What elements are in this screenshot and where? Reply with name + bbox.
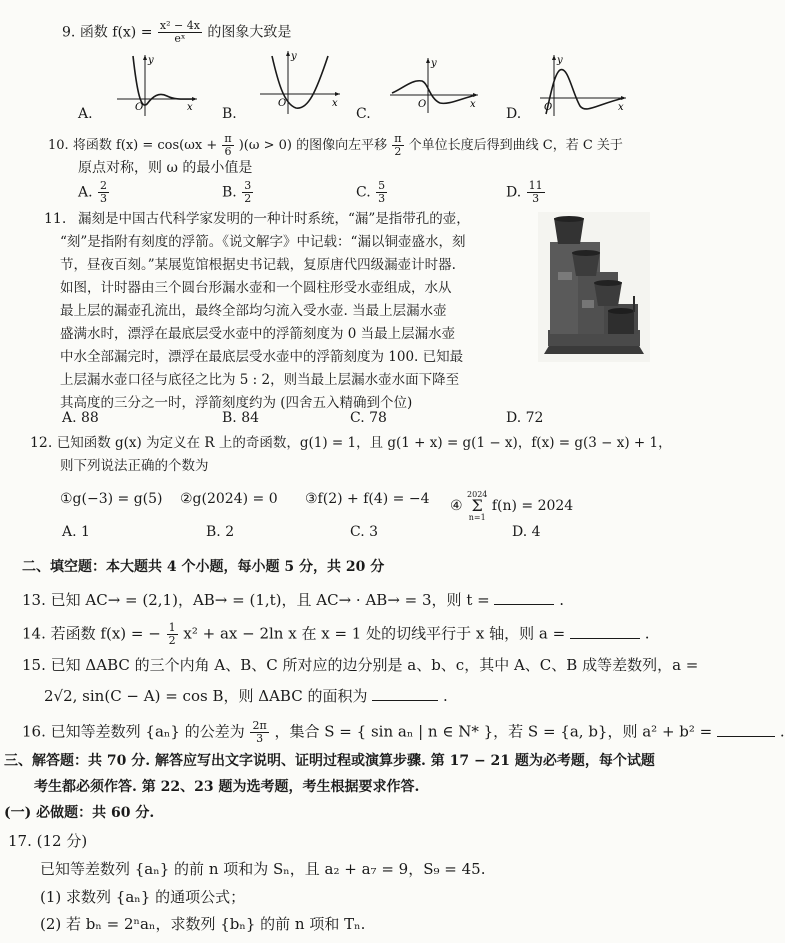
q12-option-d: D. 4 bbox=[512, 524, 541, 540]
q16-answer-blank[interactable] bbox=[717, 722, 775, 737]
q10-frac-pi6 bbox=[222, 133, 233, 158]
q10-line1 bbox=[48, 133, 623, 158]
q10-option-c bbox=[356, 180, 388, 205]
q11-option-c: C. 78 bbox=[350, 410, 387, 426]
q9-option-b: B. bbox=[222, 106, 237, 122]
q9c-x-label: x bbox=[470, 99, 476, 110]
q11-line-9: 其高度的三分之一时，浮箭刻度约为 (四舍五入精确到个位) bbox=[60, 395, 413, 411]
q14-post: x² + ax − 2ln x 在 x = 1 处的切线平行于 x 轴，则 a = bbox=[183, 624, 566, 643]
q10-line1-b: )(ω > 0) 的图像向左平移 bbox=[238, 138, 388, 153]
q11-line-3: 节，昼夜百刻。”某展览馆根据史书记载，复原唐代四级漏壶计时器. bbox=[60, 257, 456, 273]
q16-frac-num: 2π bbox=[252, 719, 267, 732]
q12-sum-sign: Σ bbox=[471, 496, 483, 515]
q10-option-b bbox=[222, 180, 254, 205]
q9b-y-label: y bbox=[291, 51, 297, 62]
q15-line2-text: 2√2, sin(C − A) = cos B，则 ΔABC 的面积为 bbox=[44, 687, 368, 705]
q10-pi6-num: π bbox=[224, 132, 232, 145]
q14-answer-blank[interactable] bbox=[570, 624, 640, 639]
q9d-y-label: y bbox=[557, 55, 563, 66]
section3-heading-line2: 考生都必须作答. 第 22、23 题为选考题，考生根据要求作答. bbox=[34, 779, 420, 795]
q11-option-a: A. 88 bbox=[62, 410, 99, 426]
q10-b-den: 2 bbox=[244, 192, 252, 205]
q9-stem-post: 的图象大致是 bbox=[207, 24, 292, 41]
q9-frac-num: x² − 4x bbox=[159, 19, 200, 32]
clepsydra-photo bbox=[538, 212, 650, 362]
q10-a-den: 3 bbox=[100, 192, 108, 205]
q9-option-c: C. bbox=[356, 106, 371, 122]
q9-frac-den: eˣ bbox=[174, 32, 186, 45]
q14-pre: 若函数 f(x) = − bbox=[50, 624, 161, 643]
q13-number: 13. bbox=[22, 591, 46, 609]
q10-option-a bbox=[78, 180, 110, 205]
section3-heading-line1: 三、解答题：共 70 分. 解答应写出文字说明、证明过程或演算步骤. 第 17 − 21 题为必考题，每个试题 bbox=[4, 753, 655, 769]
q10-pi2-den: 2 bbox=[394, 145, 402, 158]
q12-statement-1: ①g(−3) = g(5) bbox=[60, 491, 163, 507]
required-subheading: (一) 必做题：共 60 分. bbox=[4, 805, 155, 821]
q11-line-4: 如图，计时器由三个圆台形漏水壶和一个圆柱形受水壶组成，水从 bbox=[60, 280, 452, 296]
q10-d-den: 3 bbox=[532, 192, 540, 205]
q10-b-label: B. bbox=[222, 184, 237, 201]
q11-line-2: “刻”是指附有刻度的浮箭。《说文解字》中记载：“漏以铜壶盛水，刻 bbox=[60, 234, 466, 250]
q9-graph-d bbox=[538, 52, 628, 118]
q10-a-label: A. bbox=[78, 184, 93, 201]
q12-sum-top: 2024 bbox=[467, 490, 488, 499]
q14-frac-den: 2 bbox=[168, 634, 176, 647]
q10-b-num: 3 bbox=[244, 179, 252, 192]
q13-text: 已知 AC→ = (2,1)，AB→ = (1,t)，且 AC→ · AB→ = 3，则 t = bbox=[50, 591, 490, 609]
q11-line-8: 上层漏水壶口径与底径之比为 5 : 2，则当最上层漏水壶水面下降至 bbox=[60, 372, 460, 388]
q15-line1 bbox=[22, 656, 698, 674]
q10-c-den: 3 bbox=[378, 192, 386, 205]
q9a-origin: O bbox=[135, 102, 144, 113]
q13-end: . bbox=[559, 591, 565, 609]
q10-c-frac bbox=[376, 180, 387, 205]
q10-line2: 原点对称，则 ω 的最小值是 bbox=[78, 160, 253, 176]
q9d-x-label: x bbox=[618, 102, 624, 113]
q12-sum-bottom: n=1 bbox=[468, 513, 486, 522]
q16-number: 16. bbox=[22, 722, 46, 741]
q16-frac bbox=[250, 720, 268, 745]
q11-line-1: 漏刻是中国古代科学家发明的一种计时系统，“漏”是指带孔的壶， bbox=[78, 211, 470, 227]
q9c-y-label: y bbox=[431, 58, 437, 69]
q9-stem-pre: 函数 f(x) = bbox=[79, 24, 153, 41]
q9-stem bbox=[62, 20, 291, 45]
q10-number: 10. bbox=[48, 138, 69, 153]
q9-option-d: D. bbox=[506, 106, 522, 122]
q9-graph-a bbox=[115, 52, 200, 118]
q10-option-d bbox=[506, 180, 546, 205]
q11-option-d: D. 72 bbox=[506, 410, 544, 426]
q12-option-a: A. 1 bbox=[62, 524, 90, 540]
q9b-x-label: x bbox=[332, 98, 338, 109]
q15-end: . bbox=[443, 687, 448, 705]
q14-frac-num: 1 bbox=[168, 621, 176, 634]
q11-line-7: 中水全部漏完时，漂浮在最底层受水壶中的浮箭刻度为 100. 已知最 bbox=[60, 349, 464, 365]
q11-line-6: 盛满水时，漂浮在最底层受水壶中的浮箭刻度为 0 当最上层漏水壶 bbox=[60, 326, 456, 342]
q10-d-label: D. bbox=[506, 184, 522, 201]
q14-frac bbox=[167, 622, 178, 647]
q12-statement-2: ②g(2024) = 0 bbox=[180, 491, 278, 507]
q9-option-a: A. bbox=[78, 106, 93, 122]
q9-fraction bbox=[158, 20, 202, 45]
section2-heading: 二、填空题：本大题共 4 个小题，每小题 5 分，共 20 分 bbox=[22, 559, 385, 575]
q12-option-c: C. 3 bbox=[350, 524, 379, 540]
q9a-x-label: x bbox=[187, 102, 193, 113]
q9b-origin: O bbox=[278, 98, 287, 109]
q16-end: . bbox=[779, 722, 785, 741]
q15-line1-text: 已知 ΔABC 的三个内角 A、B、C 所对应的边分别是 a、b、c，其中 A、C、B 成等差数列，a = bbox=[50, 656, 699, 674]
q9c-origin: O bbox=[418, 99, 427, 110]
q17-score: (12 分) bbox=[36, 832, 88, 850]
q16-line bbox=[22, 720, 785, 745]
q17-header bbox=[8, 832, 87, 850]
q16-post: ，集合 S = { sin aₙ | n ∈ N* }，若 S = {a, b}，则 a² + b² = bbox=[274, 722, 713, 741]
q10-line1-c: 个单位长度后得到曲线 C，若 C 关于 bbox=[408, 138, 623, 153]
q10-c-num: 5 bbox=[378, 179, 386, 192]
q10-pi2-num: π bbox=[394, 132, 402, 145]
q12-option-b: B. 2 bbox=[206, 524, 235, 540]
q9-graph-c bbox=[388, 55, 480, 115]
q12-statement-3: ③f(2) + f(4) = −4 bbox=[305, 491, 430, 507]
q13-line bbox=[22, 590, 564, 609]
q17-number: 17. bbox=[8, 832, 32, 850]
q11-option-b: B. 84 bbox=[222, 410, 260, 426]
q15-line2 bbox=[44, 686, 448, 705]
q12-line1 bbox=[30, 434, 672, 452]
q14-line bbox=[22, 622, 650, 647]
q10-a-frac bbox=[98, 180, 109, 205]
q17-part2: (2) 若 bₙ = 2ⁿaₙ，求数列 {bₙ} 的前 n 项和 Tₙ. bbox=[40, 915, 366, 933]
q10-pi6-den: 6 bbox=[224, 145, 232, 158]
q10-line1-a: 将函数 f(x) = cos(ωx + bbox=[72, 138, 218, 153]
q9a-y-label: y bbox=[148, 55, 154, 66]
q12-number: 12. bbox=[30, 435, 53, 451]
q17-line1: 已知等差数列 {aₙ} 的前 n 项和为 Sₙ，且 a₂ + a₇ = 9，S₉ = 45. bbox=[40, 860, 486, 878]
q14-end: . bbox=[644, 624, 650, 643]
q12-line2: 则下列说法正确的个数为 bbox=[60, 458, 209, 474]
q12-line1-text: 已知函数 g(x) 为定义在 R 上的奇函数，g(1) = 1，且 g(1 + x) = g(1 − x)，f(x) = g(3 − x) + 1， bbox=[56, 435, 672, 451]
q11-line-5: 最上层的漏壶孔流出，最终全部均匀流入受水壶. 当最上层漏水壶 bbox=[60, 303, 447, 319]
q16-pre: 已知等差数列 {aₙ} 的公差为 bbox=[50, 722, 245, 741]
q10-a-num: 2 bbox=[100, 179, 108, 192]
q9-graph-b bbox=[258, 48, 343, 116]
q15-answer-blank[interactable] bbox=[372, 686, 438, 701]
q12-summation bbox=[467, 490, 487, 522]
q17-part1: (1) 求数列 {aₙ} 的通项公式； bbox=[40, 888, 246, 906]
q10-frac-pi2 bbox=[392, 133, 403, 158]
q10-c-label: C. bbox=[356, 184, 371, 201]
q12-statement-4 bbox=[450, 490, 573, 522]
q15-number: 15. bbox=[22, 656, 46, 674]
q14-number: 14. bbox=[22, 624, 46, 643]
q10-d-num: 11 bbox=[528, 179, 543, 192]
q13-answer-blank[interactable] bbox=[494, 590, 554, 605]
q10-b-frac bbox=[242, 180, 253, 205]
q12-s4-pre: ④ bbox=[450, 498, 463, 514]
q16-frac-den: 3 bbox=[256, 732, 264, 745]
q12-s4-post: f(n) = 2024 bbox=[491, 498, 574, 514]
q9-number: 9. bbox=[62, 24, 76, 41]
q10-d-frac bbox=[527, 180, 545, 205]
q11-number: 11. bbox=[44, 211, 67, 227]
q9d-origin: O bbox=[544, 102, 553, 113]
